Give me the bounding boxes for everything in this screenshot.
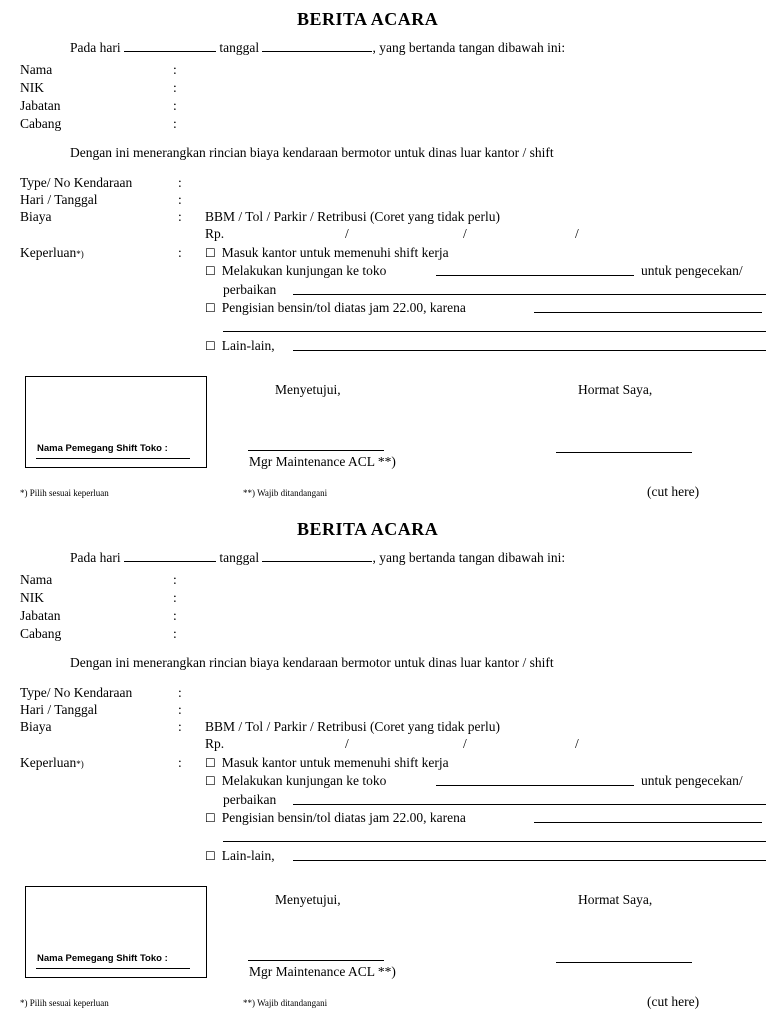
opt1-text: Masuk kantor untuk memenuhi shift kerja	[221, 755, 449, 770]
checkbox-icon[interactable]: ☐	[205, 849, 216, 863]
field-type-label: Type/ No Kendaraan	[20, 685, 133, 700]
purpose-opt3	[205, 300, 466, 316]
approve-label: Menyetujui,	[275, 382, 341, 397]
footnote-2: **) Wajib ditandangani	[243, 998, 328, 1008]
field-biaya-sep: :	[178, 209, 182, 224]
opt3-text: Pengisian bensin/tol diatas jam 22.00, karena	[221, 300, 466, 315]
cut-here: (cut here)	[647, 484, 700, 499]
store-blank[interactable]	[436, 785, 634, 786]
field-nik-sep: :	[173, 590, 177, 605]
cost-types: BBM / Tol / Parkir / Retribusi (Coret yang tidak perlu)	[205, 209, 501, 224]
field-type-sep: :	[178, 175, 182, 190]
reason-blank[interactable]	[534, 312, 762, 313]
footnote-1: *) Pilih sesuai keperluan	[20, 488, 109, 498]
purpose-opt2	[205, 773, 386, 789]
opt1-text: Masuk kantor untuk memenuhi shift kerja	[221, 245, 449, 260]
mgr-label: Mgr Maintenance ACL **)	[249, 454, 396, 469]
checkbox-icon[interactable]: ☐	[205, 301, 216, 315]
other-blank[interactable]	[293, 860, 766, 861]
field-jabatan-sep: :	[173, 608, 177, 623]
footnote-1: *) Pilih sesuai keperluan	[20, 998, 109, 1008]
field-nama-label: Nama	[20, 572, 53, 587]
opt2-tail: untuk pengecekan/	[641, 773, 743, 788]
rp-slash-3: /	[575, 736, 579, 751]
field-jabatan-sep: :	[173, 98, 177, 113]
other-blank[interactable]	[293, 350, 766, 351]
rp-slash-1: /	[345, 736, 349, 751]
rp-label: Rp.	[205, 736, 225, 751]
checkbox-icon[interactable]: ☐	[205, 264, 216, 278]
purpose-opt3	[205, 810, 466, 826]
purpose-mark: *)	[76, 759, 84, 769]
intro-tail: , yang bertanda tangan dibawah ini:	[372, 550, 566, 565]
footnote-2: **) Wajib ditandangani	[243, 488, 328, 498]
form-berita-acara-2	[0, 510, 768, 1020]
shift-holder-box[interactable]	[25, 886, 207, 978]
opt3-text: Pengisian bensin/tol diatas jam 22.00, karena	[221, 810, 466, 825]
respect-label: Hormat Saya,	[578, 892, 653, 907]
field-nik-sep: :	[173, 80, 177, 95]
opt4-text: Lain-lain,	[221, 848, 275, 863]
respect-label: Hormat Saya,	[578, 382, 653, 397]
shift-holder-line[interactable]	[36, 968, 190, 969]
purpose-opt4	[205, 338, 275, 354]
field-cabang-sep: :	[173, 626, 177, 641]
checkbox-icon[interactable]: ☐	[205, 774, 216, 788]
purpose-label	[20, 755, 84, 772]
opt2-cont: perbaikan	[223, 792, 277, 807]
reason-blank-2[interactable]	[223, 331, 766, 332]
purpose-label-text: Keperluan	[20, 245, 77, 260]
approve-label: Menyetujui,	[275, 892, 341, 907]
shift-holder-line[interactable]	[36, 458, 190, 459]
purpose-sep: :	[178, 755, 182, 770]
cut-here: (cut here)	[647, 994, 700, 1009]
purpose-opt1	[205, 755, 449, 771]
opt2-cont: perbaikan	[223, 282, 277, 297]
cost-types: BBM / Tol / Parkir / Retribusi (Coret yang tidak perlu)	[205, 719, 501, 734]
rp-slash-3: /	[575, 226, 579, 241]
intro-tanggal: tanggal	[219, 40, 260, 55]
reason-blank[interactable]	[534, 822, 762, 823]
field-nik-label: NIK	[20, 590, 44, 605]
rp-slash-2: /	[463, 736, 467, 751]
purpose-opt2	[205, 263, 386, 279]
intro-tail: , yang bertanda tangan dibawah ini:	[372, 40, 566, 55]
shift-holder-label: Nama Pemegang Shift Toko :	[37, 953, 168, 964]
opt2-text: Melakukan kunjungan ke toko	[221, 263, 387, 278]
statement: Dengan ini menerangkan rincian biaya kendaraan bermotor untuk dinas luar kantor / shift	[70, 655, 554, 670]
reason-blank-2[interactable]	[223, 841, 766, 842]
purpose-opt1	[205, 245, 449, 261]
repair-blank[interactable]	[293, 804, 766, 805]
field-biaya-label: Biaya	[20, 719, 52, 734]
field-type-sep: :	[178, 685, 182, 700]
checkbox-icon[interactable]: ☐	[205, 811, 216, 825]
applicant-signature-line[interactable]	[556, 962, 692, 963]
field-nik-label: NIK	[20, 80, 44, 95]
intro-tanggal: tanggal	[219, 550, 260, 565]
opt4-text: Lain-lain,	[221, 338, 275, 353]
field-cabang-label: Cabang	[20, 116, 62, 131]
intro-line	[70, 39, 565, 56]
purpose-mark: *)	[76, 249, 84, 259]
checkbox-icon[interactable]: ☐	[205, 246, 216, 260]
checkbox-icon[interactable]: ☐	[205, 339, 216, 353]
field-nama-sep: :	[173, 62, 177, 77]
purpose-label-text: Keperluan	[20, 755, 77, 770]
field-type-label: Type/ No Kendaraan	[20, 175, 133, 190]
field-jabatan-label: Jabatan	[20, 608, 61, 623]
field-biaya-sep: :	[178, 719, 182, 734]
applicant-signature-line[interactable]	[556, 452, 692, 453]
field-nama-label: Nama	[20, 62, 53, 77]
intro-pada-hari: Pada hari	[70, 40, 121, 55]
rp-slash-1: /	[345, 226, 349, 241]
field-biaya-label: Biaya	[20, 209, 52, 224]
store-blank[interactable]	[436, 275, 634, 276]
field-date-sep: :	[178, 702, 182, 717]
mgr-label: Mgr Maintenance ACL **)	[249, 964, 396, 979]
mgr-signature-line[interactable]	[248, 960, 384, 961]
intro-pada-hari: Pada hari	[70, 550, 121, 565]
purpose-label	[20, 245, 84, 262]
purpose-opt4	[205, 848, 275, 864]
field-date-label: Hari / Tanggal	[20, 702, 98, 717]
day-blank[interactable]	[124, 39, 216, 52]
field-date-sep: :	[178, 192, 182, 207]
repair-blank[interactable]	[293, 294, 766, 295]
opt2-text: Melakukan kunjungan ke toko	[221, 773, 387, 788]
rp-label: Rp.	[205, 226, 225, 241]
field-jabatan-label: Jabatan	[20, 98, 61, 113]
date-blank[interactable]	[262, 549, 372, 562]
day-blank[interactable]	[124, 549, 216, 562]
rp-slash-2: /	[463, 226, 467, 241]
intro-line	[70, 549, 565, 566]
form-title: BERITA ACARA	[297, 519, 439, 539]
shift-holder-label: Nama Pemegang Shift Toko :	[37, 443, 168, 454]
field-cabang-label: Cabang	[20, 626, 62, 641]
statement: Dengan ini menerangkan rincian biaya kendaraan bermotor untuk dinas luar kantor / shift	[70, 145, 554, 160]
form-berita-acara-1	[0, 0, 768, 510]
opt2-tail: untuk pengecekan/	[641, 263, 743, 278]
mgr-signature-line[interactable]	[248, 450, 384, 451]
field-date-label: Hari / Tanggal	[20, 192, 98, 207]
checkbox-icon[interactable]: ☐	[205, 756, 216, 770]
purpose-sep: :	[178, 245, 182, 260]
date-blank[interactable]	[262, 39, 372, 52]
field-cabang-sep: :	[173, 116, 177, 131]
field-nama-sep: :	[173, 572, 177, 587]
form-title: BERITA ACARA	[297, 9, 439, 29]
shift-holder-box[interactable]	[25, 376, 207, 468]
